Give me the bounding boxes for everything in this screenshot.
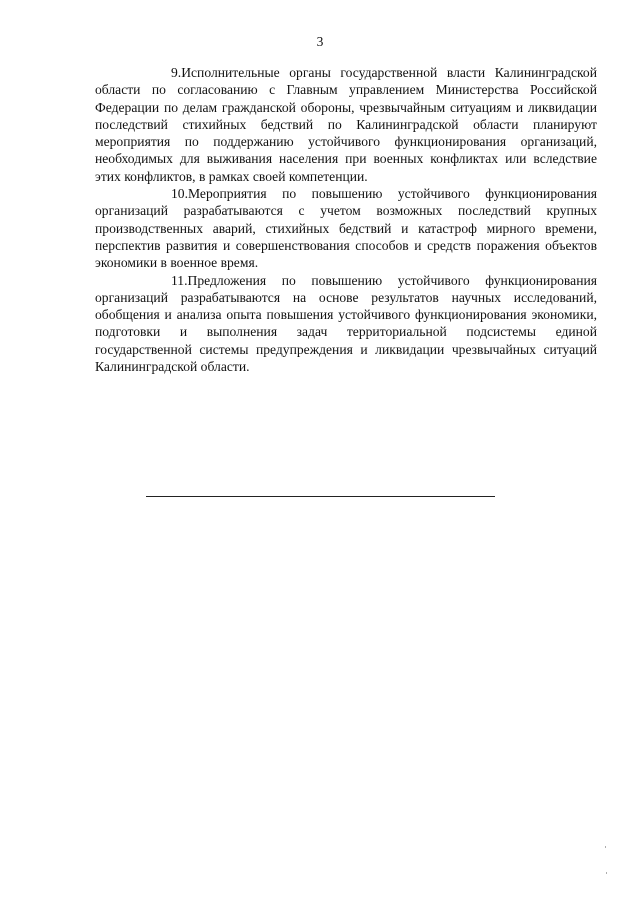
paragraph-number: 10. bbox=[171, 186, 188, 202]
scan-speck bbox=[605, 846, 606, 848]
end-of-document-rule bbox=[146, 496, 495, 497]
paragraph-11 bbox=[95, 272, 597, 376]
paragraph-10 bbox=[95, 185, 597, 271]
paragraph-9 bbox=[95, 64, 597, 185]
paragraph-number: 9. bbox=[171, 65, 182, 80]
paragraph-text: Предложения по повышению устойчивого функционирования организаций разрабатываются на основе результатов научных исследований, обобщения и анализа опыта повышения устойчивого функционирования экономики, подготовки и выполнения задач территориальной подсистемы единой государственной системы предупреждения и ликвидации чрезвычайных ситуаций Калининградской области. bbox=[95, 272, 597, 375]
paragraph-text: Мероприятия по повышению устойчивого функционирования организаций разрабатываются с учетом возможных последствий крупных производственных аварий, стихийных бедствий и катастроф мирного времени, перспектив развития и совершенствования способов и средств поражения объектов экономики в военное время. bbox=[95, 186, 597, 271]
scan-speck bbox=[606, 872, 607, 874]
page-number: 3 bbox=[316, 34, 324, 49]
document-body bbox=[95, 64, 597, 375]
paragraph-number: 11. bbox=[171, 272, 188, 288]
paragraph-text: Исполнительные органы государственной власти Калининградской области по согласованию с Главным управлением Министерства Российской Федерации по делам гражданской обороны, чрезвычайным ситуациям и ликвидации последствий стихийных бедствий по Калининградской области планируют мероприятия по поддержанию устойчивого функционирования организаций, необходимых для выживания населения при военных конфликтах или вследствие этих конфликтов, в рамках своей компетенции. bbox=[95, 65, 597, 184]
